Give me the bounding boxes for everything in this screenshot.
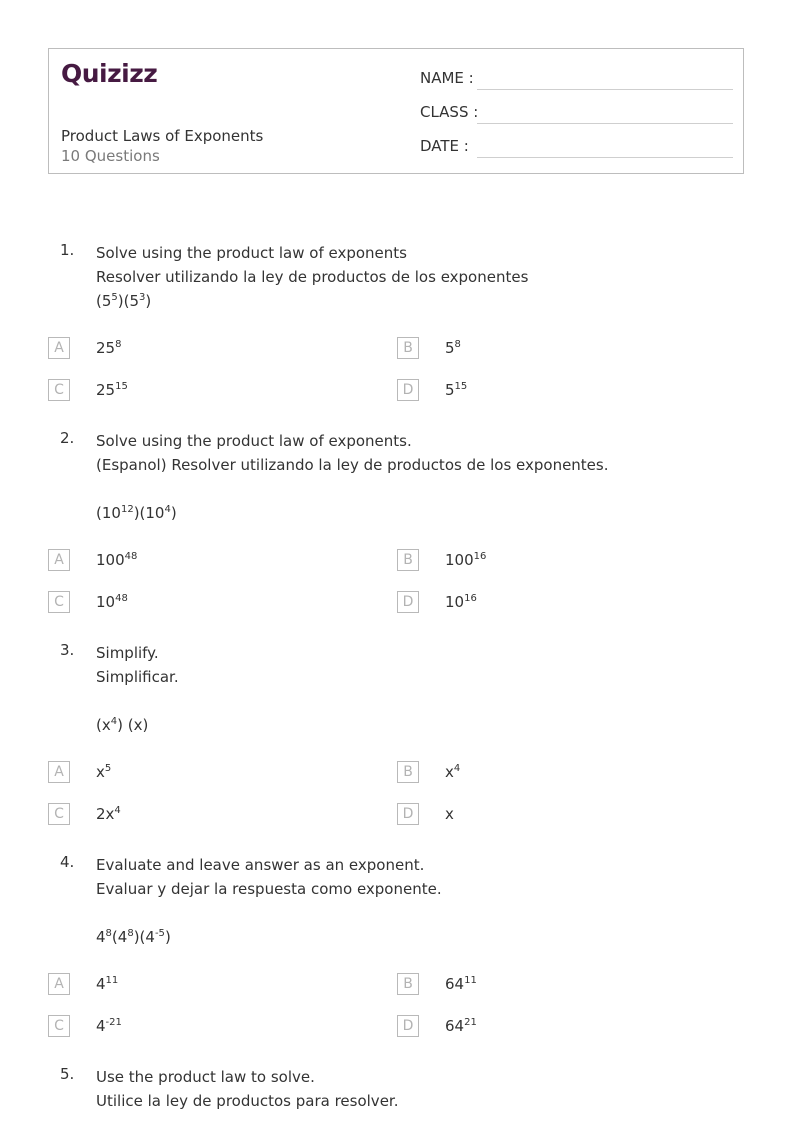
question-line-es: Evaluar y dejar la respuesta como exponente.	[96, 880, 442, 898]
option-a-box[interactable]: A	[48, 973, 70, 995]
option-d-box[interactable]: D	[397, 803, 419, 825]
date-field[interactable]	[477, 157, 733, 158]
worksheet-header	[48, 48, 744, 174]
question-line-en: Simplify.	[96, 644, 159, 662]
question-expression: $(5^5)(5^3)$	[96, 292, 152, 310]
option-b-box[interactable]: B	[397, 549, 419, 571]
question-number: 4.	[60, 853, 75, 871]
option-d-text: $5^{15}$	[445, 381, 468, 399]
question-line-en: Solve using the product law of exponents	[96, 244, 407, 262]
question-text	[96, 429, 609, 525]
option-a-text: $100^{48}$	[96, 551, 138, 569]
name-field[interactable]	[477, 89, 733, 90]
question-number: 1.	[60, 241, 75, 259]
question-line-es: Utilice la ley de productos para resolver.	[96, 1092, 399, 1110]
option-b-box[interactable]: B	[397, 973, 419, 995]
question-text	[96, 853, 442, 949]
option-c-text: $4^{-21}$	[96, 1017, 122, 1035]
option-c-box[interactable]: C	[48, 1015, 70, 1037]
question-count: 10 Questions	[61, 147, 160, 165]
worksheet-title: Product Laws of Exponents	[61, 127, 264, 145]
question-line-en: Use the product law to solve.	[96, 1068, 315, 1086]
option-a-box[interactable]: A	[48, 761, 70, 783]
question-line-es: (Espanol) Resolver utilizando la ley de productos de los exponentes.	[96, 456, 609, 474]
question-text	[96, 1065, 398, 1113]
class-field[interactable]	[477, 123, 733, 124]
option-b-box[interactable]: B	[397, 337, 419, 359]
option-d-box[interactable]: D	[397, 591, 419, 613]
question-number: 5.	[60, 1065, 75, 1083]
question-expression: $4^8(4^8)(4^{-5})$	[96, 928, 171, 946]
option-b-text: $100^{16}$	[445, 551, 487, 569]
question-line-es: Simplificar.	[96, 668, 179, 686]
question-expression: $(x^4)$ (x)	[96, 716, 149, 734]
question-line-es: Resolver utilizando la ley de productos de los exponentes	[96, 268, 529, 286]
question-number: 2.	[60, 429, 75, 447]
question-text	[96, 241, 528, 313]
question-line-en: Evaluate and leave answer as an exponent.	[96, 856, 425, 874]
option-c-box[interactable]: C	[48, 379, 70, 401]
option-a-text: $x^5$	[96, 763, 112, 781]
option-d-box[interactable]: D	[397, 379, 419, 401]
question-expression: $(10^{12})(10^4)$	[96, 504, 177, 522]
option-d-text: x	[445, 805, 454, 823]
option-b-text: $x^4$	[445, 763, 461, 781]
question-line-en: Solve using the product law of exponents.	[96, 432, 412, 450]
option-a-box[interactable]: A	[48, 549, 70, 571]
question-number: 3.	[60, 641, 75, 659]
option-d-text: $10^{16}$	[445, 593, 477, 611]
option-b-text: $5^8$	[445, 339, 461, 357]
option-c-text: $2x^4$	[96, 805, 121, 823]
option-b-text: $64^{11}$	[445, 975, 477, 993]
quizizz-logo: Quizizz	[61, 59, 158, 88]
name-label: NAME :	[420, 69, 474, 87]
option-a-text: $25^8$	[96, 339, 122, 357]
option-b-box[interactable]: B	[397, 761, 419, 783]
option-a-box[interactable]: A	[48, 337, 70, 359]
date-label: DATE :	[420, 137, 469, 155]
option-d-box[interactable]: D	[397, 1015, 419, 1037]
option-c-text: $25^{15}$	[96, 381, 128, 399]
option-c-box[interactable]: C	[48, 803, 70, 825]
question-text	[96, 641, 179, 737]
class-label: CLASS :	[420, 103, 479, 121]
option-d-text: $64^{21}$	[445, 1017, 477, 1035]
option-c-text: $10^{48}$	[96, 593, 128, 611]
option-c-box[interactable]: C	[48, 591, 70, 613]
option-a-text: $4^{11}$	[96, 975, 119, 993]
